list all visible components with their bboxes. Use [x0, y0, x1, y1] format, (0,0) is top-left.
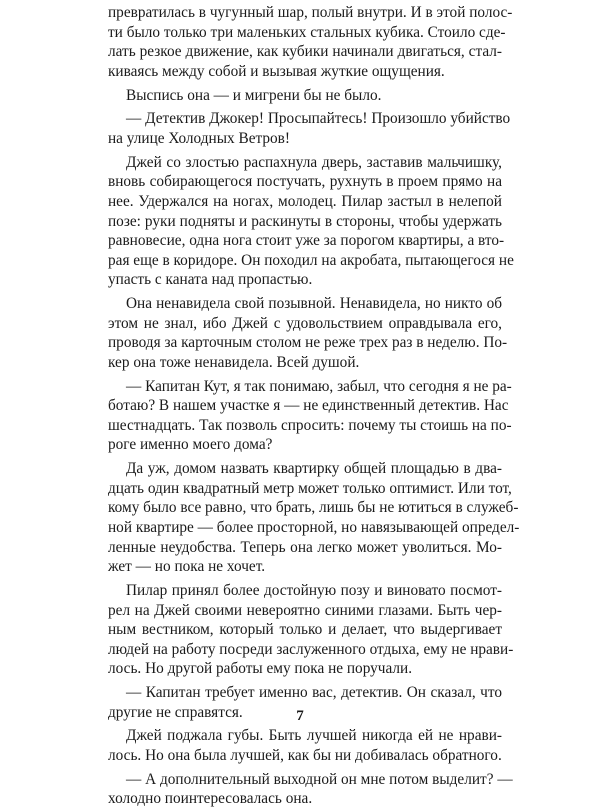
text-line: позе: руки подняты и раскинуты в стороны, чтобы удержать: [108, 212, 502, 230]
paragraph: [108, 294, 508, 372]
text-line: Она ненавидела свой позывной. Ненавидела, но никто об: [126, 295, 502, 313]
paragraph: [108, 3, 513, 81]
paragraph: [108, 109, 511, 148]
text-line: лось. Но она была лучшей, как бы ни добивалась обратного.: [108, 747, 502, 765]
text-line: другие не справятся.: [108, 703, 243, 721]
paragraph: [108, 377, 512, 455]
body-text: [108, 3, 520, 809]
paragraph: [108, 459, 520, 577]
text-line: киваясь между собой и вызывая жуткие ощущения.: [108, 62, 445, 80]
text-line: Джей поджала губы. Быть лучшей никогда ей не нрави-: [126, 727, 502, 745]
text-line: на улице Холодных Ветров!: [108, 129, 290, 147]
text-line: вновь собирающегося постучать, рухнуть в проем прямо на: [108, 173, 502, 191]
text-line: Да уж, домом назвать квартирку общей площадью в два-: [126, 460, 502, 478]
text-line: равновесие, одна нога стоит уже за порогом квартиры, а вто-: [108, 232, 505, 250]
text-line: жет — но пока не хочет.: [108, 558, 266, 576]
text-line: — А дополнительный выходной он мне потом выделит? —: [126, 770, 513, 788]
text-line: нее. Удержался на ногах, молодец. Пилар застыл в нелепой: [108, 192, 502, 210]
text-line: Пилар принял более достойную позу и виновато посмот-: [126, 581, 502, 599]
text-line: кому было все равно, что брать, лишь бы не ютиться в служеб-: [108, 499, 519, 517]
text-line: ным вестником, который только и делает, что выдергивает: [108, 621, 502, 639]
paragraph: [108, 581, 514, 679]
text-line: рая еще в коридоре. Он походил на акробата, пытающегося не: [108, 251, 514, 269]
text-line: ленные неудобства. Теперь она легко может уволиться. Мо-: [108, 538, 502, 556]
text-line: упасть с каната над пропастью.: [108, 271, 313, 289]
text-line: — Капитан требует именно вас, детектив. Он сказал, что: [126, 684, 502, 702]
text-line: кер она тоже ненавидела. Всей душой.: [108, 353, 360, 371]
text-line: людей на работу посреди заслуженного отдыха, ему не нрави-: [108, 640, 514, 658]
text-line: — Детектив Джокер! Просыпайтесь! Произошло убийство: [126, 110, 511, 128]
text-line: роге именно моего дома?: [108, 436, 273, 454]
page-number: 7: [296, 708, 304, 724]
paragraph: [108, 726, 502, 765]
text-line: этом не знал, ибо Джей с удовольствием оправдывала его,: [108, 314, 502, 332]
text-line: ботаю? В нашем участке я — не единственный детектив. Нас: [108, 397, 509, 415]
text-line: лось. Но другой работы ему пока не поручали.: [108, 660, 413, 678]
text-line: дцать один квадратный метр может только оптимист. Или тот,: [108, 479, 512, 497]
text-line: — Капитан Кут, я так понимаю, забыл, что сегодня я не ра-: [126, 377, 512, 395]
text-line: лать резкое движение, как кубики начинали двигаться, стал-: [108, 43, 502, 61]
text-line: шестнадцать. Так позволь спросить: почему ты стоишь на по-: [108, 416, 512, 434]
text-line: Выспись она — и мигрени бы не было.: [126, 86, 382, 104]
text-line: превратилась в чугунный шар, полый внутри. И в этой полос-: [108, 4, 513, 21]
text-line: ной квартире — более просторной, но навязывающей определ-: [108, 518, 520, 536]
paragraph: [108, 86, 502, 106]
text-line: проводя за карточным столом не реже трех раз в неделю. По-: [108, 334, 508, 352]
text-line: ти было только три маленьких стальных кубика. Стоило сде-: [108, 23, 506, 41]
text-line: холодно поинтересовалась она.: [108, 790, 313, 808]
paragraph: [108, 153, 514, 290]
paragraph: [108, 770, 513, 809]
text-line: Джей со злостью распахнула дверь, заставив мальчишку,: [126, 153, 502, 171]
text-line: рел на Джей своими невероятно синими глазами. Быть чер-: [108, 601, 502, 619]
